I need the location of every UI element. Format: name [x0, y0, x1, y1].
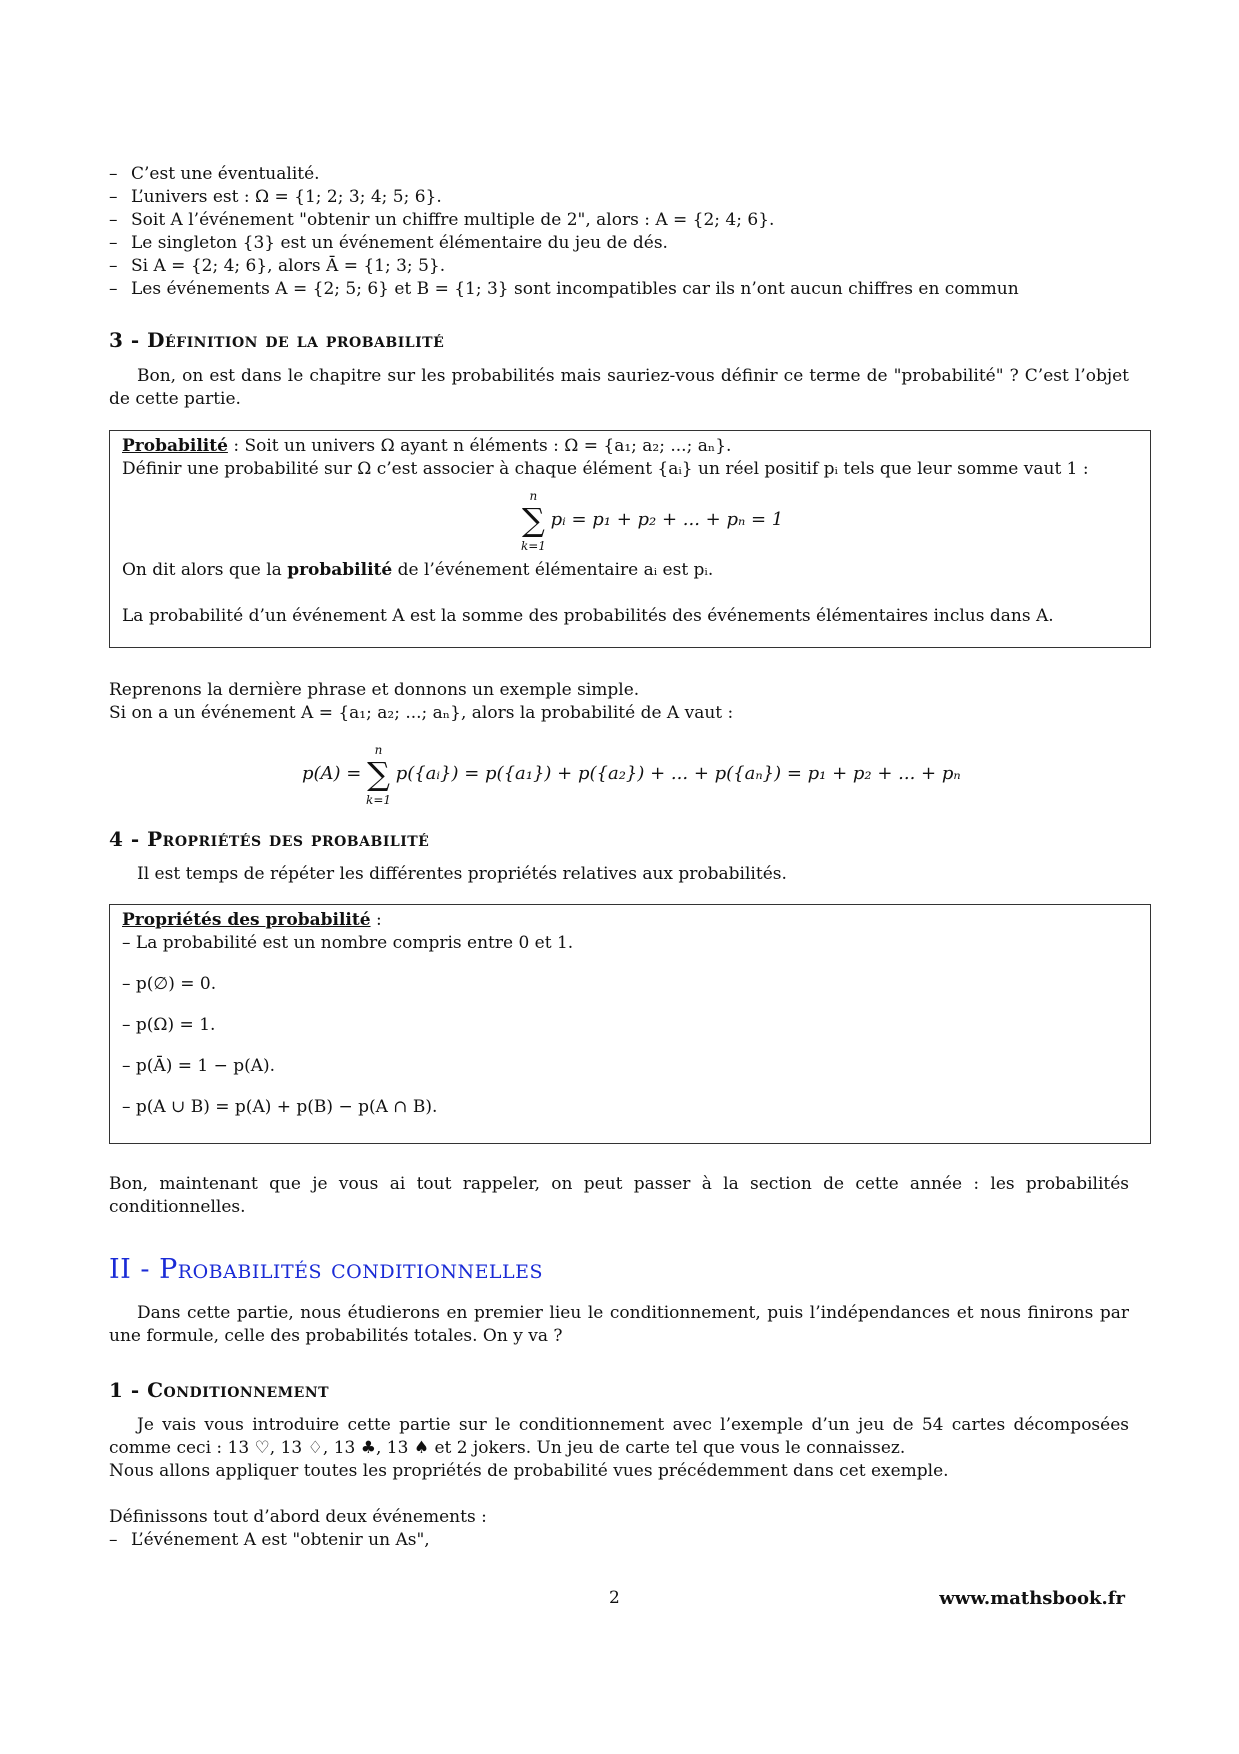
- bullet-dash: –: [122, 933, 131, 953]
- bullet-dash: –: [122, 1015, 131, 1035]
- section-3-title: 3 - Définition de la probabilité: [109, 328, 445, 352]
- example-formula-left: p(A) =: [302, 763, 362, 784]
- part-2-intro: Dans cette partie, nous étudierons en premier lieu le conditionnement, puis l’indépendances et nous finirons par une formule, celle des probabilités totales. On y va ?: [109, 1303, 1129, 1346]
- transition-paragraph: Bon, maintenant que je vous ai tout rappeler, on peut passer à la section de cette année : les probabilités conditionnelles.: [109, 1174, 1129, 1217]
- bullet-dash: –: [109, 164, 118, 184]
- example-line-1: Reprenons la dernière phrase et donnons un exemple simple.: [109, 680, 640, 700]
- bullet-text: L’univers est : Ω = {1; 2; 3; 4; 5; 6}.: [131, 187, 442, 207]
- sum-lower-bound: k=1: [520, 539, 546, 553]
- bullet-dash: –: [109, 187, 118, 207]
- section-1-title: 1 - Conditionnement: [109, 1378, 330, 1402]
- definition-box: [109, 430, 1151, 648]
- properties-title: Propriétés des probabilité: [122, 910, 371, 930]
- sum-symbol: ∑ n k=1: [520, 489, 546, 553]
- property-text: La probabilité est un nombre compris entre 0 et 1.: [135, 933, 574, 953]
- bullet-item: [109, 278, 1129, 301]
- bullet-item: [109, 163, 1129, 186]
- bullet-item: [109, 255, 1129, 278]
- example-text: [109, 679, 1129, 725]
- section-1-bullet: [109, 1529, 1157, 1552]
- sum-upper-bound: n: [374, 743, 383, 757]
- property-text: p(Ω) = 1.: [135, 1015, 216, 1035]
- section-4-intro: Il est temps de répéter les différentes propriétés relatives aux probabilités.: [137, 864, 787, 884]
- section-3-intro: Bon, on est dans le chapitre sur les probabilités mais sauriez-vous définir ce terme de "probabilité" ? C’est l’objet de cette partie.: [109, 366, 1129, 409]
- bullet-dash: –: [109, 233, 118, 253]
- definition-line-3c: de l’événement élémentaire aᵢ est pᵢ.: [392, 560, 714, 580]
- property-item: [122, 1014, 1138, 1037]
- definition-formula-text: pᵢ = p₁ + p₂ + ... + pₙ = 1: [550, 509, 784, 530]
- bullet-text: C’est une éventualité.: [131, 164, 320, 184]
- definition-line-1: : Soit un univers Ω ayant n éléments : Ω = {a₁; a₂; ...; aₙ}.: [227, 436, 732, 456]
- bullet-dash: –: [109, 256, 118, 276]
- example-line-2: Si on a un événement A = {a₁; a₂; ...; aₙ}, alors la probabilité de A vaut :: [109, 703, 734, 723]
- example-formula-right: p({aᵢ}) = p({a₁}) + p({a₂}) + ... + p({aₙ}) = p₁ + p₂ + ... + pₙ: [395, 763, 961, 784]
- bullet-item: [109, 232, 1129, 255]
- bullet-text: Si A = {2; 4; 6}, alors Ā = {1; 3; 5}.: [131, 256, 446, 276]
- bullet-dash: –: [109, 1530, 118, 1550]
- bullet-text: Soit A l’événement "obtenir un chiffre multiple de 2", alors : A = {2; 4; 6}.: [131, 210, 775, 230]
- properties-list: [122, 932, 1138, 1119]
- property-text: p(∅) = 0.: [135, 974, 217, 994]
- footer-url: www.mathsbook.fr: [939, 1588, 1125, 1609]
- properties-box: [109, 904, 1151, 1144]
- page-number: 2: [609, 1588, 620, 1608]
- example-bullet-list: [109, 163, 1129, 301]
- property-text: p(Ā) = 1 − p(A).: [135, 1056, 276, 1076]
- property-item: [122, 1096, 1138, 1119]
- definition-line-4: La probabilité d’un événement A est la somme des probabilités des événements élémentaires inclus dans A.: [122, 606, 1054, 626]
- sum-upper-bound: n: [529, 489, 538, 503]
- bullet-item: [109, 186, 1129, 209]
- example-formula: [302, 743, 961, 807]
- bullet-dash: –: [122, 1056, 131, 1076]
- definition-line-3a: On dit alors que la: [122, 560, 288, 580]
- property-item: [122, 932, 1138, 955]
- part-2-title: II - Probabilités conditionnelles: [109, 1254, 544, 1285]
- definition-formula: [520, 489, 784, 553]
- bullet-dash: –: [109, 210, 118, 230]
- definition-term: Probabilité: [122, 436, 228, 456]
- bullet-dash: –: [122, 974, 131, 994]
- definition-formula-row: [122, 481, 1138, 559]
- property-item: [122, 973, 1138, 996]
- sum-lower-bound: k=1: [366, 793, 392, 807]
- section-1-bullet-text: L’événement A est "obtenir un As",: [131, 1530, 430, 1550]
- section-1-paragraph-2: Nous allons appliquer toutes les propriétés de probabilité vues précédemment dans cet exemple.: [109, 1461, 949, 1481]
- bullet-text: Le singleton {3} est un événement élémentaire du jeu de dés.: [131, 233, 668, 253]
- bullet-dash: –: [122, 1097, 131, 1117]
- definition-line-2: Définir une probabilité sur Ω c’est associer à chaque élément {aᵢ} un réel positif pᵢ tels que leur somme vaut 1 :: [122, 459, 1089, 479]
- property-item: [122, 1055, 1138, 1078]
- definition-line-3b: probabilité: [287, 560, 393, 580]
- sum-symbol: ∑ n k=1: [366, 743, 392, 807]
- property-text: p(A ∪ B) = p(A) + p(B) − p(A ∩ B).: [135, 1097, 438, 1117]
- bullet-text: Les événements A = {2; 5; 6} et B = {1; 3} sont incompatibles car ils n’ont aucun chiffres en commun: [131, 279, 1019, 299]
- properties-title-suffix: :: [370, 910, 382, 930]
- section-1-paragraph-1: Je vais vous introduire cette partie sur le conditionnement avec l’exemple d’un jeu de 54 cartes décomposées comme ceci : 13 ♡, 13 ♢, 13 ♣, 13 ♠ et 2 jokers. Un jeu de carte tel que vous le connaissez.: [109, 1415, 1129, 1458]
- section-4-title: 4 - Propriétés des probabilité: [109, 827, 430, 851]
- bullet-item: [109, 209, 1129, 232]
- bullet-dash: –: [109, 279, 118, 299]
- section-1-paragraph-3: Définissons tout d’abord deux événements :: [109, 1507, 487, 1527]
